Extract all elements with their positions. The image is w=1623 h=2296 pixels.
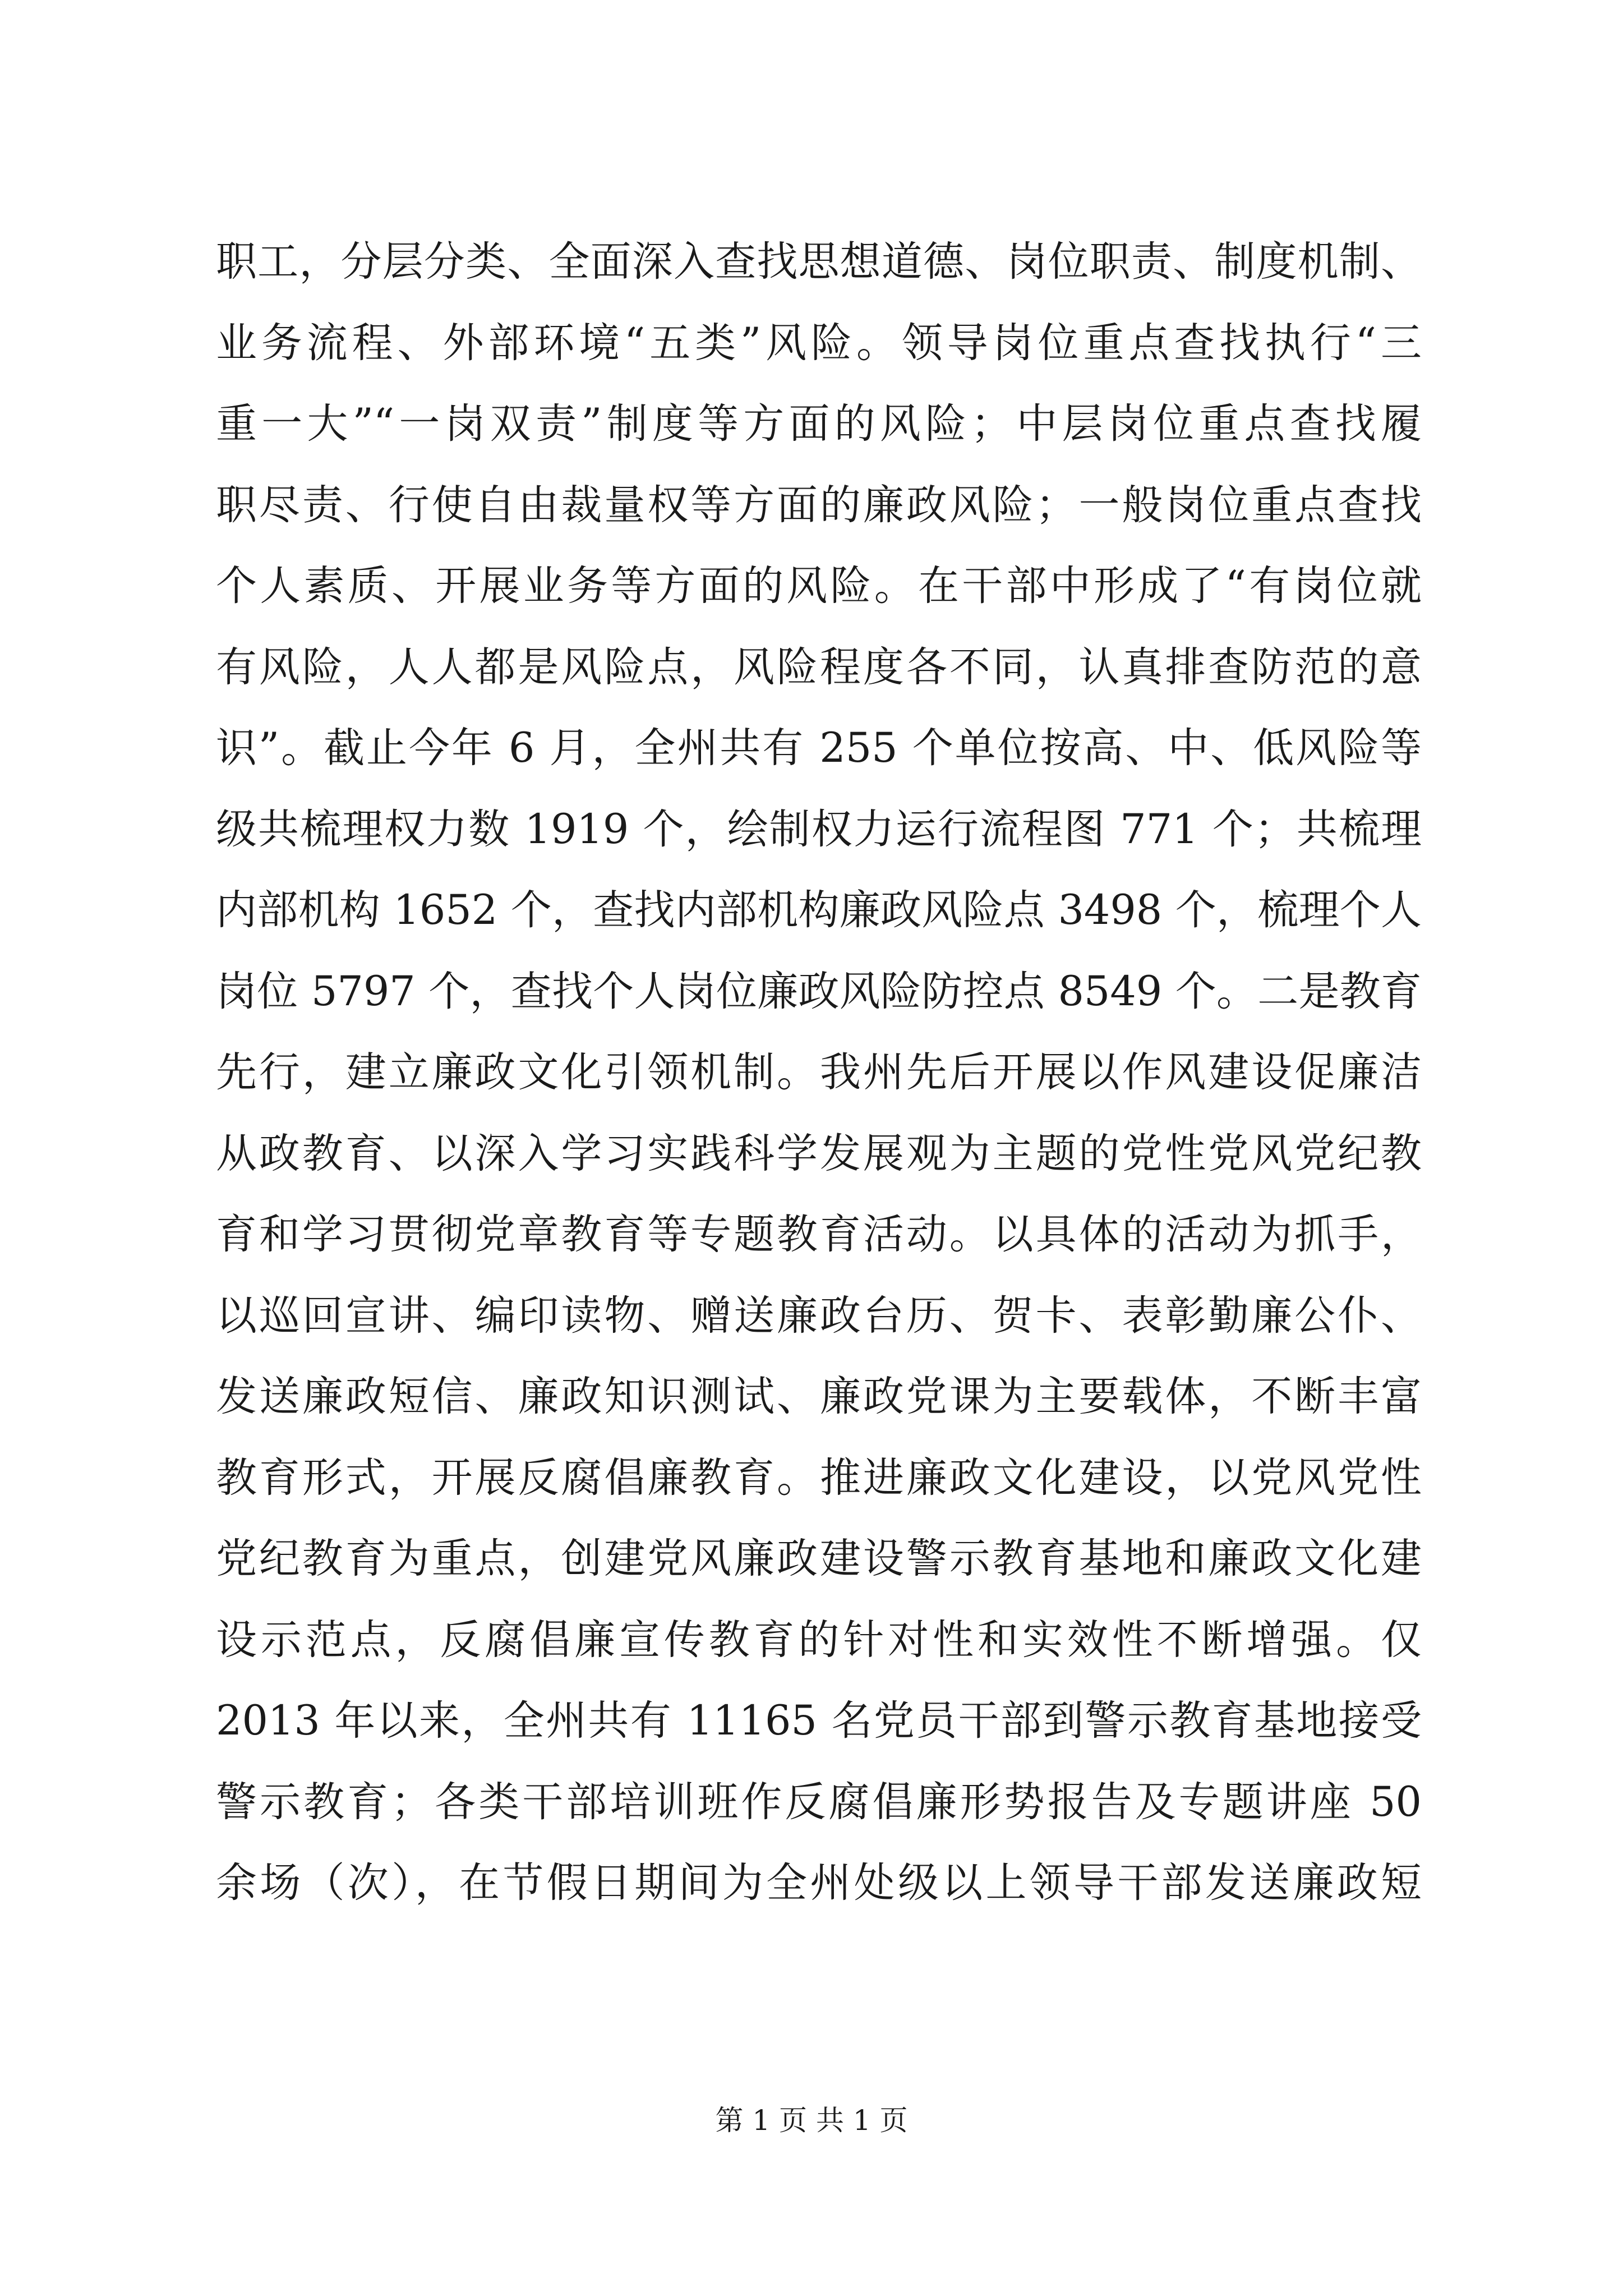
- text-line: 职尽责、行使自由裁量权等方面的廉政风险；一般岗位重点查找: [216, 481, 1422, 529]
- text-line: 发送廉政短信、廉政知识测试、廉政党课为主要载体，不断丰富: [216, 1373, 1422, 1420]
- text-line: 识”。截止今年 6 月，全州共有 255 个单位按高、中、低风险等: [216, 724, 1422, 772]
- text-line: 个人素质、开展业务等方面的风险。在干部中形成了“有岗位就: [216, 562, 1422, 610]
- text-line: 先行，建立廉政文化引领机制。我州先后开展以作风建设促廉洁: [216, 1048, 1422, 1096]
- text-line: 育和学习贯彻党章教育等专题教育活动。以具体的活动为抓手，: [216, 1211, 1422, 1258]
- text-line: 从政教育、以深入学习实践科学发展观为主题的党性党风党纪教: [216, 1129, 1422, 1177]
- text-line: 级共梳理权力数 1919 个，绘制权力运行流程图 771 个；共梳理: [216, 805, 1422, 853]
- text-line: 余场（次），在节假日期间为全州处级以上领导干部发送廉政短: [216, 1859, 1422, 1907]
- text-line: 设示范点，反腐倡廉宣传教育的针对性和实效性不断增强。仅: [216, 1616, 1422, 1664]
- text-line: 内部机构 1652 个，查找内部机构廉政风险点 3498 个，梳理个人: [216, 886, 1422, 934]
- text-line: 有风险，人人都是风险点，风险程度各不同，认真排查防范的意: [216, 643, 1422, 691]
- text-line: 业务流程、外部环境“五类”风险。领导岗位重点查找执行“三: [216, 319, 1422, 367]
- text-line: 教育形式，开展反腐倡廉教育。推进廉政文化建设，以党风党性: [216, 1453, 1422, 1502]
- page-footer: [0, 2101, 1623, 2140]
- text-line: 重一大”“一岗双责”制度等方面的风险；中层岗位重点查找履: [216, 400, 1422, 448]
- text-line: 职工，分层分类、全面深入查找思想道德、岗位职责、制度机制、: [216, 238, 1422, 286]
- body-paragraph: [216, 222, 1422, 1924]
- text-line: 以巡回宣讲、编印读物、赠送廉政台历、贺卡、表彰勤廉公仆、: [216, 1291, 1422, 1340]
- text-line: 岗位 5797 个，查找个人岗位廉政风险防控点 8549 个。二是教育: [216, 967, 1422, 1015]
- page-number-label: 第 1 页 共 1 页: [715, 2104, 908, 2137]
- text-line: 党纪教育为重点，创建党风廉政建设警示教育基地和廉政文化建: [216, 1535, 1422, 1582]
- text-line: 2013 年以来，全州共有 11165 名党员干部到警示教育基地接受: [216, 1697, 1422, 1745]
- text-line: 警示教育；各类干部培训班作反腐倡廉形势报告及专题讲座 50: [216, 1778, 1422, 1826]
